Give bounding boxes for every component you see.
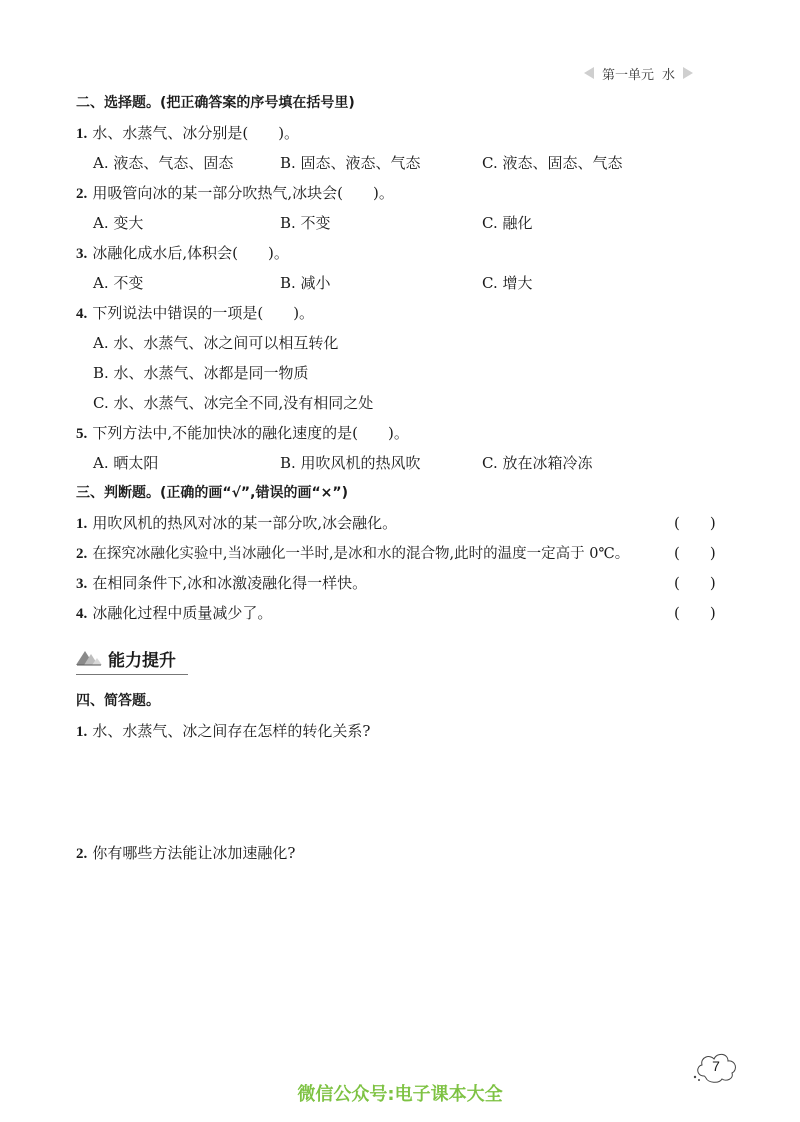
question-text: 下列方法中,不能加快冰的融化速度的是( )。 [92, 424, 409, 442]
question-number: 4. [76, 306, 88, 322]
question-short-2 [76, 842, 295, 863]
question-number: 5. [76, 426, 88, 442]
question-number: 1. [76, 724, 88, 740]
question-number: 2. [76, 186, 88, 202]
subject-label: 水 [662, 67, 676, 83]
question-text: 水、水蒸气、冰分别是( )。 [92, 124, 300, 142]
question-number: 1. [76, 516, 88, 532]
question-number: 1. [76, 126, 88, 142]
question-judgment-3 [76, 572, 367, 593]
answer-bracket[interactable]: ( ) [674, 574, 716, 592]
divider [76, 674, 188, 675]
question-text: 在探究冰融化实验中,当冰融化一半时,是冰和水的混合物,此时的温度一定高于 0℃。 [92, 546, 630, 562]
section-title-choice: 二、选择题。(把正确答案的序号填在括号里) [76, 95, 355, 111]
option-a: A. 不变 [93, 274, 144, 292]
option-a: A. 液态、气态、固态 [93, 154, 234, 172]
answer-bracket[interactable]: ( ) [674, 514, 716, 532]
option-c: C. 融化 [482, 214, 533, 232]
option-b: B. 水、水蒸气、冰都是同一物质 [93, 364, 309, 382]
option-b: B. 减小 [280, 274, 331, 292]
option-c: C. 水、水蒸气、冰完全不同,没有相同之处 [93, 394, 374, 412]
option-c: C. 增大 [482, 274, 533, 292]
mountain-icon [76, 646, 102, 670]
question-text: 在相同条件下,冰和冰激凌融化得一样快。 [92, 574, 368, 592]
question-number: 4. [76, 606, 88, 622]
section-title-short-answer: 四、简答题。 [76, 693, 160, 709]
question-number: 3. [76, 246, 88, 262]
question-text: 水、水蒸气、冰之间存在怎样的转化关系? [92, 722, 371, 740]
question-judgment-4 [76, 602, 272, 623]
option-a: A. 晒太阳 [93, 454, 159, 472]
question-choice-3 [76, 242, 289, 263]
option-b: B. 固态、液态、气态 [280, 154, 421, 172]
answer-bracket[interactable]: ( ) [674, 604, 716, 622]
question-text: 下列说法中错误的一项是( )。 [92, 304, 315, 322]
triangle-right-icon [683, 67, 693, 79]
triangle-left-icon [584, 67, 594, 79]
option-c: C. 放在冰箱冷冻 [482, 454, 593, 472]
question-number: 3. [76, 576, 88, 592]
question-number: 2. [76, 546, 88, 562]
question-text: 冰融化过程中质量减少了。 [92, 604, 273, 622]
ability-banner [76, 644, 188, 672]
option-c: C. 液态、固态、气态 [482, 154, 623, 172]
answer-area[interactable] [76, 867, 726, 1037]
question-number: 2. [76, 846, 88, 862]
question-text: 用吸管向冰的某一部分吹热气,冰块会( )。 [92, 184, 394, 202]
question-choice-2 [76, 182, 394, 203]
question-judgment-1 [76, 512, 397, 533]
question-text: 用吹风机的热风对冰的某一部分吹,冰会融化。 [92, 514, 398, 532]
option-b: B. 用吹风机的热风吹 [280, 454, 421, 472]
question-choice-5 [76, 422, 409, 443]
unit-label: 第一单元 [602, 67, 655, 83]
ability-label: 能力提升 [108, 650, 176, 671]
answer-bracket[interactable]: ( ) [674, 544, 716, 562]
section-title-judgment: 三、判断题。(正确的画“√”,错误的画“×”) [76, 485, 348, 501]
footer-watermark: 微信公众号:电子课本大全 [297, 1084, 503, 1105]
option-a: A. 变大 [93, 214, 144, 232]
question-choice-4 [76, 302, 314, 323]
answer-area[interactable] [76, 745, 726, 835]
running-header [584, 64, 693, 82]
question-text: 冰融化成水后,体积会( )。 [92, 244, 289, 262]
option-b: B. 不变 [280, 214, 331, 232]
question-short-1 [76, 720, 370, 741]
question-choice-1 [76, 122, 299, 143]
question-text: 你有哪些方法能让冰加速融化? [92, 844, 296, 862]
option-a: A. 水、水蒸气、冰之间可以相互转化 [93, 334, 339, 352]
page-number: 7 [712, 1058, 720, 1074]
question-judgment-2 [76, 542, 629, 563]
